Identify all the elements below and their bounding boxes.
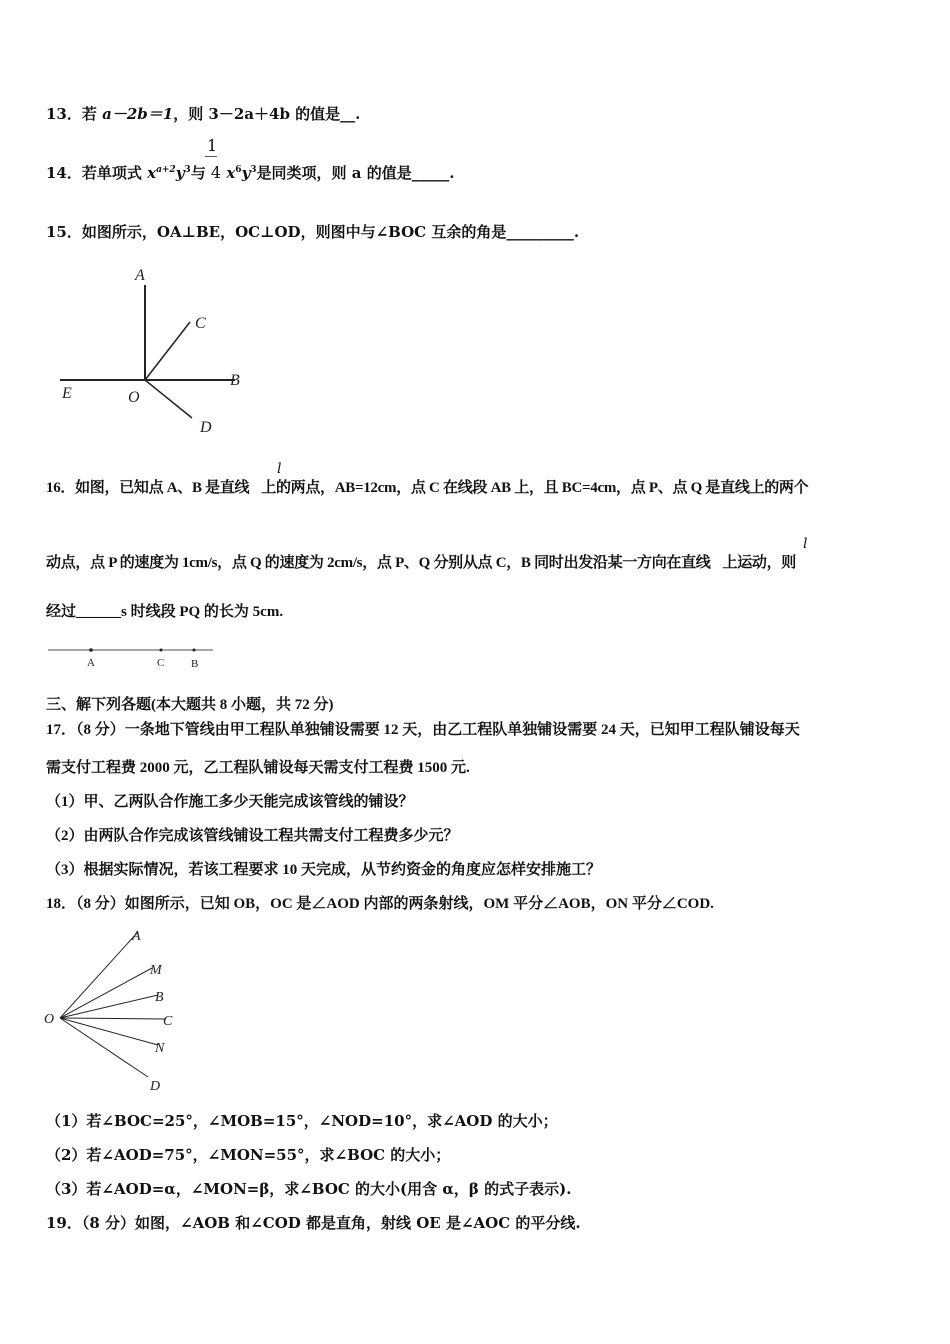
- question-19: 19．（8 分）如图，∠AOB 和∠COD 都是直角，射线 OE 是∠AOC 的平分线.: [46, 1214, 581, 1232]
- exp: 3: [184, 165, 191, 175]
- q16-text: 16．如图，已知点 A、B 是直线: [46, 480, 250, 496]
- label-D: D: [200, 419, 212, 436]
- question-18: 18．（8 分）如图所示，已知 OB，OC 是∠AOD 内部的两条射线，OM 平分∠AOB，ON 平分∠COD.: [46, 896, 714, 912]
- question-14: [46, 162, 454, 183]
- question-16-line3: 经过______s 时线段 PQ 的长为 5cm.: [46, 604, 284, 620]
- q13-number: 13．: [46, 105, 82, 123]
- label-O: O: [44, 1012, 55, 1027]
- q13-text-end: ，则 3－2a＋4b 的值是__.: [173, 105, 361, 123]
- question-16-line2: [46, 551, 796, 572]
- q18-figure: [40, 925, 200, 1095]
- question-15: 15．如图所示，OA⊥BE，OC⊥OD，则图中与∠BOC 互余的角是_________.: [46, 223, 580, 241]
- label-B: B: [191, 658, 199, 670]
- label-C: C: [157, 657, 165, 669]
- label-C: C: [163, 1014, 173, 1029]
- q14-text: 与: [190, 164, 211, 182]
- q18-part-2: （2）若∠AOD=75°，∠MON=55°，求∠BOC 的大小；: [46, 1146, 451, 1164]
- exp: 3: [250, 165, 257, 175]
- question-17-line2: 需支付工程费 2000 元，乙工程队铺设每天需支付工程费 1500 元.: [46, 760, 470, 776]
- exp: a+2: [156, 165, 176, 175]
- fraction-bar: [205, 156, 217, 157]
- var: y: [241, 164, 251, 182]
- q16-text: 上的两点，AB=12cm，点 C 在线段 AB 上，且 BC=4cm，点 P、点 Q 是直线上的两个: [261, 480, 809, 496]
- monomial-2: x: [226, 164, 236, 182]
- label-E: E: [62, 385, 72, 402]
- q17-part-3: （3）根据实际情况，若该工程要求 10 天完成，从节约资金的角度应怎样安排施工？: [46, 862, 602, 878]
- q14-text: 若单项式: [81, 164, 148, 182]
- q17-part-1: （1）甲、乙两队合作施工多少天能完成该管线的铺设？: [46, 794, 414, 810]
- label-A: A: [132, 929, 141, 944]
- q14-text-end: 是同类项，则 a 的值是_____.: [256, 164, 455, 182]
- var: y: [175, 164, 185, 182]
- fraction-numerator: 1: [207, 136, 218, 155]
- question-17-line1: 17．（8 分）一条地下管线由甲工程队单独铺设需要 12 天，由乙工程队单独铺设需要 24 天，已知甲工程队铺设每天: [46, 722, 800, 738]
- line-l-symbol: l: [277, 461, 282, 477]
- label-B: B: [155, 990, 164, 1005]
- line-l-symbol: l: [803, 536, 808, 552]
- question-13: [46, 103, 360, 124]
- label-B: B: [230, 372, 240, 389]
- q16-figure: [48, 642, 218, 672]
- question-16-line1: [46, 476, 808, 497]
- section-heading: 三、解下列各题(本大题共 8 小题，共 72 分): [46, 697, 334, 713]
- label-N: N: [155, 1041, 165, 1056]
- monomial-1: x: [147, 164, 157, 182]
- label-A: A: [87, 657, 95, 669]
- q16-text: 上运动，则: [722, 555, 797, 571]
- fraction-denominator: 4: [210, 163, 222, 182]
- label-M: M: [150, 963, 162, 978]
- q17-part-2: （2）由两队合作完成该管线铺设工程共需支付工程费多少元？: [46, 828, 459, 844]
- q13-expr: a－2b＝1: [102, 105, 174, 123]
- exp: 6: [235, 165, 242, 175]
- q18-part-3: （3）若∠AOD=α，∠MON=β，求∠BOC 的大小(用含 α，β 的式子表示).: [46, 1180, 572, 1198]
- label-O: O: [128, 389, 140, 406]
- q18-part-1: （1）若∠BOC=25°，∠MOB=15°，∠NOD=10°，求∠AOD 的大小；: [46, 1112, 558, 1130]
- label-D: D: [150, 1079, 161, 1094]
- q14-number: 14．: [46, 164, 82, 182]
- label-A: A: [135, 267, 145, 284]
- label-C: C: [195, 315, 206, 332]
- q15-figure: [50, 260, 270, 440]
- q13-text: 若: [81, 105, 103, 123]
- q16-text: 动点，点 P 的速度为 1cm/s，点 Q 的速度为 2cm/s，点 P、Q 分别从点 C，B 同时出发沿某一方向在直线: [46, 555, 711, 571]
